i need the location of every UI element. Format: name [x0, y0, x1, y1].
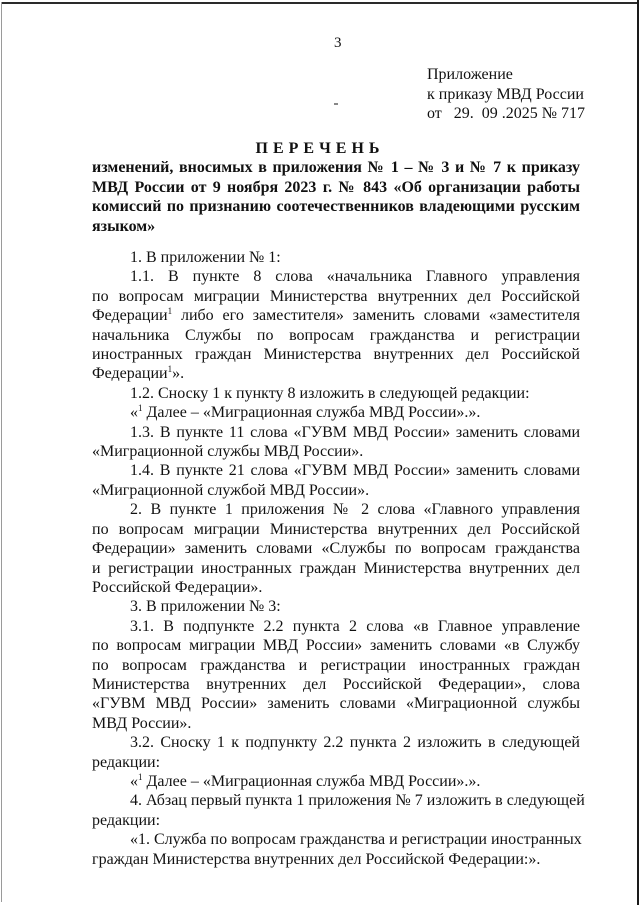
body-line: [92, 656, 580, 675]
body-line-text: граждан Министерства внутренних дел Российской Федерации:».: [92, 850, 541, 868]
body-line: [92, 306, 580, 325]
approval-line-2: к приказу МВД России: [427, 85, 584, 103]
body-line: [92, 384, 580, 403]
subtitle-line: комиссий по признанию соотечественников владеющими русским: [92, 198, 580, 215]
body-line-text: 3. В приложении № 3:: [130, 598, 281, 616]
body-line-text-after: Далее – «Миграционная служба МВД России».».: [142, 404, 481, 422]
body-line-text: по вопросам миграции МВД России» заменить словами «в Службу: [92, 637, 580, 655]
body-line-text: Российской Федерации».: [92, 578, 263, 596]
body-line-text: по вопросам миграции Министерства внутренних дел Российской: [92, 520, 580, 538]
body-line: [92, 345, 580, 364]
body-line: [92, 850, 580, 869]
scan-border-right: [637, 0, 639, 905]
body-line-text: «Миграционной службой МВД России».: [92, 481, 370, 499]
body-line-text: «ГУВМ МВД России» заменить словами «Миграционной службы: [92, 695, 580, 713]
body-line-text: Министерства внутренних дел Российской Федерации», слова: [92, 675, 580, 693]
body-line: [92, 714, 580, 733]
body-line: [92, 364, 580, 383]
body-line-text: «Миграционной службы МВД России».: [92, 443, 364, 461]
document-body: [92, 248, 585, 869]
body-line-text: «1. Служба по вопросам гражданства и регистрации иностранных: [130, 831, 582, 849]
approval-line-1: Приложение: [427, 66, 513, 83]
body-line: [92, 326, 580, 345]
body-line-text: и регистрации иностранных граждан Министерства внутренних дел: [92, 559, 580, 577]
body-line: [92, 772, 580, 791]
body-line: [92, 461, 580, 480]
body-line: [92, 442, 580, 461]
body-line: [92, 636, 580, 655]
footnote-marker: 1: [167, 364, 173, 375]
body-line: [92, 675, 580, 694]
page-number: 3: [334, 35, 342, 51]
body-line: [92, 830, 580, 849]
subtitle-line: МВД России от 9 ноября 2023 г. № 843 «Об организации работы: [92, 178, 580, 196]
body-line-text: 1.4. В пункте 21 слова «ГУВМ МВД России» заменить словами: [130, 462, 580, 480]
document-subtitle: [92, 158, 580, 236]
body-line-text-after: ».: [172, 365, 185, 383]
body-line-text: 2. В пункте 1 приложения № 2 слова «Главного управления: [130, 501, 580, 519]
body-line-text-after: либо его заместителя» заменить словами «заместителя: [172, 307, 580, 325]
body-line-text: Федерации» заменить словами «Службы по вопросам гражданства: [92, 540, 580, 558]
scan-border-top: [2, 2, 638, 4]
body-line-text-after: Далее – «Миграционная служба МВД России».».: [142, 772, 481, 790]
body-line-text: Федерации: [92, 365, 168, 383]
approval-stamp: [427, 65, 585, 124]
body-line: [92, 403, 580, 422]
body-line: [92, 287, 580, 306]
body-line-text: Федерации: [92, 307, 168, 325]
approval-line-3: от 29. 09 .2025 № 717: [427, 105, 586, 122]
body-line-text: редакции:: [92, 811, 161, 829]
subtitle-line: языком»: [92, 217, 156, 235]
body-line-text: «: [130, 772, 138, 790]
body-line: [92, 481, 580, 500]
body-line-text: по вопросам гражданства и регистрации иностранных граждан: [92, 656, 580, 674]
body-line-text: «: [130, 404, 138, 422]
body-line: [92, 267, 580, 286]
footnote-marker: 1: [167, 306, 173, 317]
scan-border-left: [1, 2, 2, 902]
body-line: [92, 500, 580, 519]
body-line-text: 3.2. Сноску 1 к подпункту 2.2 пункта 2 изложить в следующей: [130, 734, 580, 752]
body-line: [92, 423, 580, 442]
body-line-text: 1.3. В пункте 11 слова «ГУВМ МВД России» заменить словами: [130, 423, 580, 441]
body-line: [92, 248, 580, 267]
body-line: [92, 791, 585, 810]
footnote-marker: 1: [138, 771, 143, 782]
body-line-text: 1. В приложении № 1:: [130, 249, 281, 266]
body-line-text: 1.1. В пункте 8 слова «начальника Главного управления: [130, 268, 580, 286]
body-line: [92, 733, 580, 752]
footnote-marker: 1: [138, 403, 143, 414]
body-line: [92, 520, 580, 539]
body-line: [92, 578, 580, 597]
document-title: ПЕРЕЧЕНЬ: [255, 140, 385, 157]
body-line: [92, 694, 580, 713]
scan-speck: [334, 103, 338, 105]
body-line: [92, 811, 580, 830]
body-line: [92, 597, 580, 616]
body-line-text: по вопросам миграции Министерства внутренних дел Российской: [92, 287, 580, 305]
body-line-text: иностранных граждан Министерства внутренних дел Российской: [92, 346, 580, 364]
body-line-text: МВД России».: [92, 714, 192, 732]
body-line: [92, 617, 580, 636]
body-line-text: начальника Службы по вопросам гражданства и регистрации: [92, 326, 580, 344]
body-line: [92, 539, 580, 558]
body-line-text: 4. Абзац первый пункта 1 приложения № 7 изложить в следующей: [130, 792, 585, 810]
body-line: [92, 559, 580, 578]
body-line-text: 3.1. В подпункте 2.2 пункта 2 слова «в Главное управление: [130, 617, 580, 635]
body-line-text: 1.2. Сноску 1 к пункту 8 изложить в следующей редакции:: [130, 384, 530, 402]
subtitle-line: изменений, вносимых в приложения № 1 – № 3 и № 7 к приказу: [92, 159, 580, 176]
body-line: [92, 753, 580, 772]
body-line-text: редакции:: [92, 753, 161, 771]
